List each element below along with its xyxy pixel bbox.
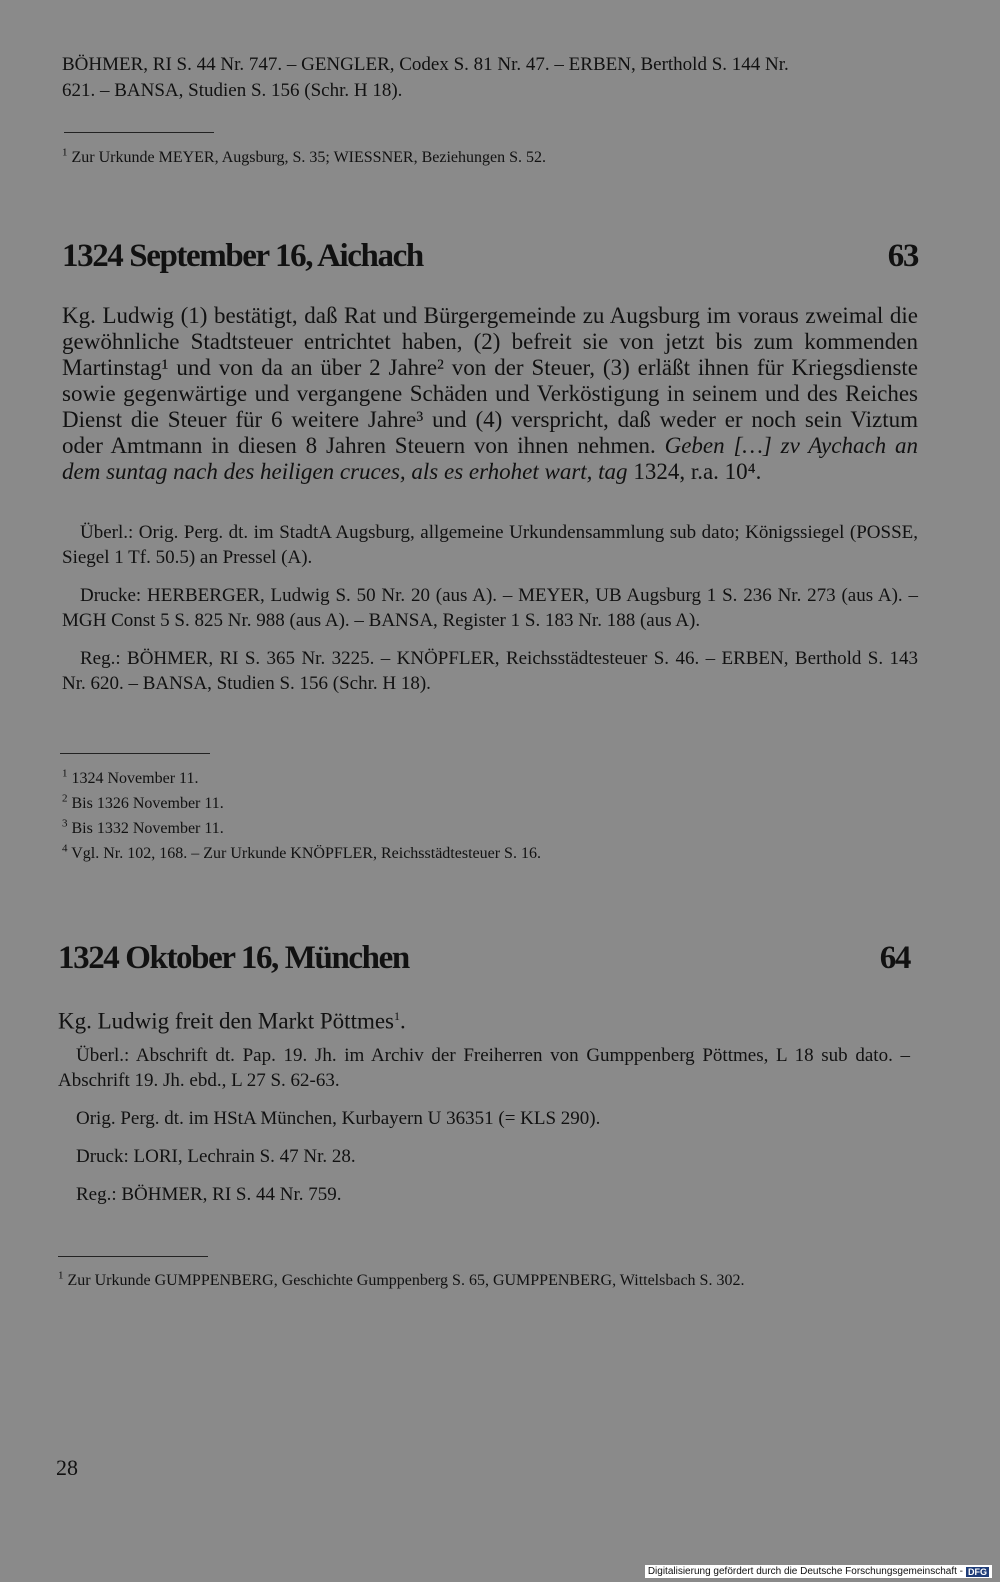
footnotes-63: $^1$ 1324 November 11. $^2$ Bis 1326 November 11. $^3$ Bis 1332 November 11. $^4$ Vgl. Nr. 102, 168. – Zur Urkunde KNÖPFLER, Reichsstädtesteuer S. 16.: [62, 767, 541, 862]
funding-credit: [645, 1565, 992, 1578]
prev-footnote-1: Zur Urkunde MEYER, Augsburg, S. 35; WIESSNER, Beziehungen S. 52.: [71, 149, 546, 166]
credit-text: Digitalisierung gefördert durch die Deutsche Forschungsgemeinschaft -: [647, 1566, 963, 1577]
footnotes-64: $^1$ Zur Urkunde GUMPPENBERG, Geschichte Gumppenberg S. 65, GUMPPENBERG, Wittelsbach S. 302.: [58, 1269, 745, 1289]
footnote-rule: [58, 1256, 208, 1257]
page-number: 28: [56, 1455, 78, 1480]
quote-text: Geben […] zv Aychach an dem suntag nach des heiligen cruces, als es erhohet wart, tag: [62, 433, 918, 484]
doc-heading-64: [58, 940, 910, 977]
ueberl-64: Überl.: Abschrift dt. Pap. 19. Jh. im Archiv der Freiherren von Gumppenberg Pöttmes, L 18 sub dato. – Abschrift 19. Jh. ebd., L 27 S. 62-63.: [58, 1045, 910, 1091]
date-text: 1324, r.a. 10⁴.: [633, 459, 762, 484]
regest-63: [62, 303, 918, 485]
prev-reg-line1: BÖHMER, RI S. 44 Nr. 747. – GENGLER, Codex S. 81 Nr. 47. – ERBEN, Berthold S. 144 Nr.: [62, 54, 789, 75]
doc-date-place: 1324 Oktober 16, München: [58, 940, 409, 976]
drucke-63: Drucke: HERBERGER, Ludwig S. 50 Nr. 20 (aus A). – MEYER, UB Augsburg 1 S. 236 Nr. 273 (aus A). – MGH Const 5 S. 825 Nr. 988 (aus A). – BANSA, Register 1 S. 183 Nr. 188 (aus A).: [62, 585, 918, 631]
prev-reg-line2: 621. – BANSA, Studien S. 156 (Schr. H 18).: [62, 80, 403, 101]
footnote-rule: [60, 753, 210, 754]
doc-heading-63: [62, 238, 918, 275]
footnote-2: Bis 1326 November 11.: [71, 795, 224, 812]
doc-number: 63: [887, 238, 918, 274]
footnote-4: Vgl. Nr. 102, 168. – Zur Urkunde KNÖPFLER, Reichsstädtesteuer S. 16.: [71, 845, 541, 862]
doc-number: 64: [879, 940, 910, 976]
prev-regest-citations: [62, 52, 918, 104]
dfg-logo: DFG: [968, 1566, 987, 1577]
doc-date-place: 1324 September 16, Aichach: [62, 238, 423, 274]
footnote-3: Bis 1332 November 11.: [71, 820, 224, 837]
reg-63: Reg.: BÖHMER, RI S. 365 Nr. 3225. – KNÖPFLER, Reichsstädtesteuer S. 46. – ERBEN, Berthold S. 143 Nr. 620. – BANSA, Studien S. 156 (Schr. H 18).: [62, 648, 918, 694]
footnote-rule: [64, 132, 214, 133]
druck-64: Druck: LORI, Lechrain S. 47 Nr. 28.: [76, 1146, 356, 1167]
regest-text: Kg. Ludwig (1) bestätigt, daß Rat und Bürgergemeinde zu Augsburg im voraus zweimal die gewöhnliche Stadtsteuer entrichtet haben, (2) befreit sie von jetzt bis zum kommenden Martinstag¹ und von da an über 2 Jahre² von der Steuer, (3) erläßt ihnen für Kriegsdienste sowie gegenwärtige und vergangene Schäden und Verköstigung in seinem und des Reiches Dienst die Steuer für 6 weitere Jahre³ und (4) verspricht, daß weder er noch sein Viztum oder Amtmann in diesen 8 Jahren Steuern von ihnen nehmen.: [62, 303, 918, 458]
apparatus-63: [62, 520, 918, 696]
reg-64: Reg.: BÖHMER, RI S. 44 Nr. 759.: [76, 1184, 342, 1205]
footnote-1: Zur Urkunde GUMPPENBERG, Geschichte Gumppenberg S. 65, GUMPPENBERG, Wittelsbach S. 302.: [67, 1272, 745, 1289]
orig-64: Orig. Perg. dt. im HStA München, Kurbayern U 36351 (= KLS 290).: [76, 1108, 601, 1129]
footnote-1: 1324 November 11.: [71, 770, 199, 787]
apparatus-64: [58, 1043, 910, 1207]
ueberl-63: Überl.: Orig. Perg. dt. im StadtA Augsburg, allgemeine Urkundensammlung sub dato; Königssiegel (POSSE, Siegel 1 Tf. 50.5) an Pressel (A).: [62, 522, 918, 568]
regest-text: Kg. Ludwig freit den Markt Pöttmes: [58, 1008, 395, 1034]
prev-footnote: $^1$ Zur Urkunde MEYER, Augsburg, S. 35; WIESSNER, Beziehungen S. 52.: [62, 146, 546, 166]
regest-64: Kg. Ludwig freit den Markt Pöttmes$^1$.: [58, 1008, 406, 1034]
